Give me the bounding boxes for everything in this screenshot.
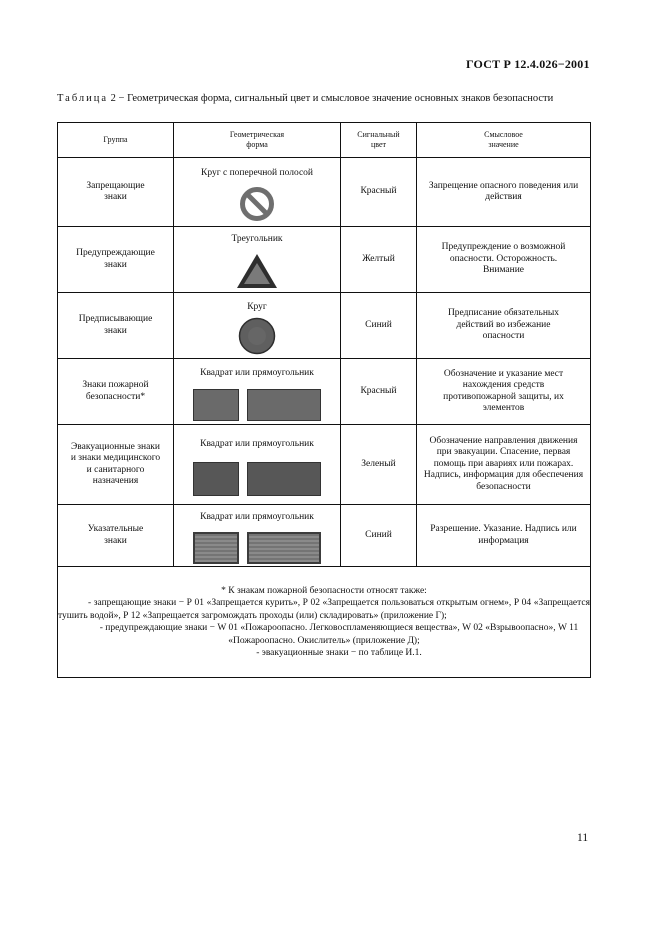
col-header-shape: Геометрическая форма xyxy=(174,123,341,158)
shape-label: Круг с поперечной полосой xyxy=(201,167,313,178)
footnote-cell xyxy=(58,567,591,678)
table-row xyxy=(58,425,591,505)
table-row xyxy=(58,359,591,425)
table-caption-text: 2 − Геометрическая форма, сигнальный цвет и смысловое значение основных знаков безопасности xyxy=(108,93,554,104)
table-row xyxy=(58,293,591,359)
signal-color-cell: Синий xyxy=(341,505,417,567)
table-row xyxy=(58,505,591,567)
meaning-cell: Разрешение. Указание. Надпись или информация xyxy=(417,505,591,567)
group-cell: Предупреждающие знаки xyxy=(58,227,174,293)
group-cell: Эвакуационные знаки и знаки медицинского и санитарного назначения xyxy=(58,425,174,505)
info-square-icon xyxy=(193,532,239,564)
meaning-cell: Обозначение и указание мест нахождения средств противопожарной защиты, их элементов xyxy=(417,359,591,425)
shape-label: Квадрат или прямоугольник xyxy=(200,438,314,449)
table-row xyxy=(58,227,591,293)
table-caption-label: Таблица xyxy=(57,93,109,104)
footnote-item: - запрещающие знаки − Р 01 «Запрещается курить», Р 02 «Запрещается пользоваться открытым огнем», Р 04 «Запрещается тушить водой», Р 12 «Запрещается загромождать проходы (или) складировать» (приложение Г); xyxy=(58,598,590,621)
shape-label: Квадрат или прямоугольник xyxy=(200,512,314,522)
page-number: 11 xyxy=(577,832,589,844)
signal-color-cell: Желтый xyxy=(341,227,417,293)
fire-rectangle-icon xyxy=(247,389,321,421)
footnote-item: - предупреждающие знаки − W 01 «Пожароопасно. Легковоспламеняющиеся вещества», W 02 «Взрывоопасно», W 11 «Пожароопасно. Окислитель» (приложение Д); xyxy=(99,623,579,646)
group-cell: Запрещающие знаки xyxy=(58,158,174,227)
document-header: ГОСТ Р 12.4.026−2001 xyxy=(466,57,590,71)
col-header-group: Группа xyxy=(58,123,174,158)
meaning-cell: Запрещение опасного поведения или действия xyxy=(417,158,591,227)
col-header-meaning: Смысловое значение xyxy=(417,123,591,158)
evacuation-rectangle-icon xyxy=(247,462,321,496)
prohibition-sign-icon xyxy=(239,186,275,222)
mandatory-circle-icon xyxy=(238,317,276,355)
meaning-cell: Предписание обязательных действий во избежание опасности xyxy=(417,293,591,359)
signal-color-cell: Красный xyxy=(341,359,417,425)
footnote-item: - эвакуационные знаки − по таблице И.1. xyxy=(256,648,422,658)
shape-cell xyxy=(174,359,341,425)
shape-label: Квадрат или прямоугольник xyxy=(200,367,314,378)
shape-label: Треугольник xyxy=(231,234,283,244)
meaning-cell: Обозначение направления движения при эвакуации. Спасение, первая помощь при авариях или пожарах. Надпись, информация для обеспечения безопасности xyxy=(417,425,591,505)
signal-color-cell: Красный xyxy=(341,158,417,227)
table-row xyxy=(58,158,591,227)
signal-color-cell: Зеленый xyxy=(341,425,417,505)
shape-cell xyxy=(174,505,341,567)
info-rectangle-icon xyxy=(247,532,321,564)
signal-color-cell: Синий xyxy=(341,293,417,359)
group-cell: Указательные знаки xyxy=(58,505,174,567)
footnote-intro: * К знакам пожарной безопасности относят также: xyxy=(221,585,427,596)
group-cell: Предписывающие знаки xyxy=(58,293,174,359)
meaning-cell: Предупреждение о возможной опасности. Осторожность. Внимание xyxy=(417,227,591,293)
evacuation-square-icon xyxy=(193,462,239,496)
table-header-row xyxy=(58,123,591,158)
safety-signs-table xyxy=(57,122,591,678)
group-cell: Знаки пожарной безопасности* xyxy=(58,359,174,425)
fire-square-icon xyxy=(193,389,239,421)
notes-row xyxy=(58,567,591,678)
shape-cell xyxy=(174,293,341,359)
shape-cell xyxy=(174,227,341,293)
table-caption xyxy=(57,92,592,105)
warning-triangle-icon xyxy=(235,252,279,290)
shape-label: Круг xyxy=(247,301,267,312)
shape-cell xyxy=(174,158,341,227)
shape-cell xyxy=(174,425,341,505)
col-header-color: Сигнальный цвет xyxy=(341,123,417,158)
